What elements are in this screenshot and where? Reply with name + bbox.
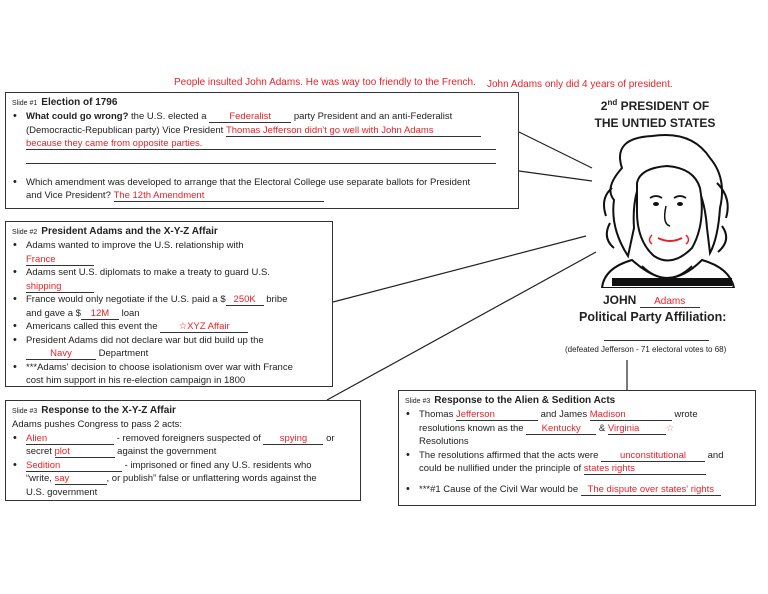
t2-text: secret [26,446,52,457]
t4-text-b: and [707,449,724,461]
note-right: John Adams only did 4 years of president. [487,79,673,90]
t1-text-b: or [326,432,335,444]
answer-federalist[interactable]: Federalist [209,111,291,123]
t4-text: The resolutions affirmed that the acts were [419,449,599,461]
title-line1-rest: PRESIDENT OF [620,99,710,113]
t4-text-b: , or publish” false or unflattering words against the [106,473,317,484]
answer-jefferson[interactable]: Thomas Jefferson didn't go well with John Adams [226,125,481,137]
slide-title: Election of 1796 [41,97,118,108]
answer-because[interactable]: because they came from opposite parties. [26,138,496,150]
answer-adams[interactable]: Adams [640,296,700,308]
answer-virginia[interactable]: Virginia [608,423,666,435]
q1-text-c: (Democractic-Republican party) Vice President [26,124,224,136]
answer-madison[interactable]: Madison [590,409,672,421]
t6-text: ***#1 Cause of the Civil War would be [419,483,579,495]
president-name [603,293,700,308]
b1-text: Adams wanted to improve the U.S. relationship with [26,240,244,251]
b4-text: Americans called this event the [26,321,158,332]
answer-shipping[interactable]: shipping [26,281,94,293]
t1-text-b: and James [540,409,588,420]
page-title [580,94,730,132]
answer-xyz-affair[interactable]: ☆XYZ Affair [160,321,248,333]
q1-text-b: party President and an anti-Federalist [293,111,453,122]
question-1 [12,110,512,151]
resolutions [405,408,749,449]
slide-title: Response to the Alien & Sedition Acts [434,395,616,406]
intro: Adams pushes Congress to pass 2 acts: [12,419,183,430]
note-left: People insulted John Adams. He was way too friendly to the French. [174,77,476,88]
t2-text-b: against the government [117,446,217,457]
sedition-act [12,459,354,473]
title-sup: nd [607,98,618,107]
title-num: 2 [600,99,608,113]
b5-text-b: Department [98,348,149,359]
bullet-5 [12,334,326,361]
john-adams-portrait [592,128,742,288]
amp: & [598,422,606,434]
b6-text-b: cost him support in his re-election campaign in 1800 [26,375,246,386]
answer-jefferson[interactable]: Jefferson [456,409,538,421]
answer-states-rights[interactable]: states rights [584,463,706,475]
affiliation-blank[interactable] [604,340,709,341]
t5-text: U.S. government [26,486,98,498]
answer-sedition[interactable]: Sedition [26,460,122,472]
answer-plot[interactable]: plot [55,446,115,458]
q2-text-b: and Vice President? [26,190,111,201]
answer-france[interactable]: France [26,254,94,266]
b3-text-b: bribe [266,294,288,305]
answer-spying[interactable]: spying [263,433,323,445]
answer-12th-amendment[interactable]: The 12th Amendment [114,190,324,202]
bullet-2 [12,266,326,293]
bullet-3 [12,293,326,320]
b3-text-c: and gave a $ [26,307,81,319]
b6-text: ***Adams' decision to choose isolationism over war with France [26,361,293,373]
slide-title: Response to the X-Y-Z Affair [41,405,176,416]
bullet-4 [12,320,326,334]
answer-12m[interactable]: 12M [81,308,119,320]
answer-say[interactable]: say [55,473,107,485]
slide-title: President Adams and the X-Y-Z Affair [41,226,218,237]
question-2 [12,176,512,203]
answer-civil-war[interactable]: The dispute over states' rights [581,484,721,496]
q1-text: the U.S. elected a [131,111,207,122]
defeated-note: (defeated Jefferson - 71 electoral votes to 68) [565,345,727,354]
answer-unconstitutional[interactable]: unconstitutional [601,450,705,462]
slide-tag: Slide #2 [12,229,38,236]
q2-text: Which amendment was developed to arrange that the Electoral College use separate ballots for President [26,176,471,188]
civil-war-cause [405,483,749,497]
b3-text: France would only negotiate if the U.S. paid a $ [26,294,226,305]
t1-text: - removed foreigners suspected of [116,432,261,444]
b5-text: President Adams did not declare war but did build up the [26,334,264,346]
name-prefix: JOHN [603,293,637,307]
slide-3-response-alien-sedition [398,390,756,506]
blank-line[interactable] [26,151,496,164]
bullet-1 [12,239,326,266]
b3-text-d: loan [121,307,140,319]
t1-text-c: wrote [674,409,698,420]
affiliation-label: Political Party Affiliation: [579,310,727,324]
slide-1-election-1796 [5,92,519,209]
t3-text: - imprisoned or fined any U.S. residents who [124,459,312,471]
slide-tag: Slide #3 [405,398,431,405]
slide-2-xyz-affair [5,221,333,387]
title-line2: THE UNTIED STATES [594,116,716,130]
b2-text: Adams sent U.S. diplomats to make a treaty to guard U.S. [26,267,270,278]
t3-text: Resolutions [419,436,469,447]
slide-tag: Slide #1 [12,100,38,107]
sedition-text [12,472,354,499]
t1-text: Thomas [419,409,454,420]
t4-text: “write, [26,473,52,484]
answer-alien[interactable]: Alien [26,433,114,445]
star-icon: ☆ [665,422,675,434]
answer-kentucky[interactable]: Kentucky [526,423,596,435]
bullet-6 [12,361,326,388]
t5-text: could be nullified under the principle of [419,463,582,474]
slide-tag: Slide #3 [12,408,38,415]
nullification [405,449,749,476]
answer-250k[interactable]: 250K [226,294,264,306]
alien-act [12,432,354,459]
question-bold: What could go wrong? [26,111,129,122]
answer-navy[interactable]: Navy [26,348,96,360]
t2-text: resolutions known as the [419,422,524,434]
slide-3-response-xyz [5,400,361,501]
